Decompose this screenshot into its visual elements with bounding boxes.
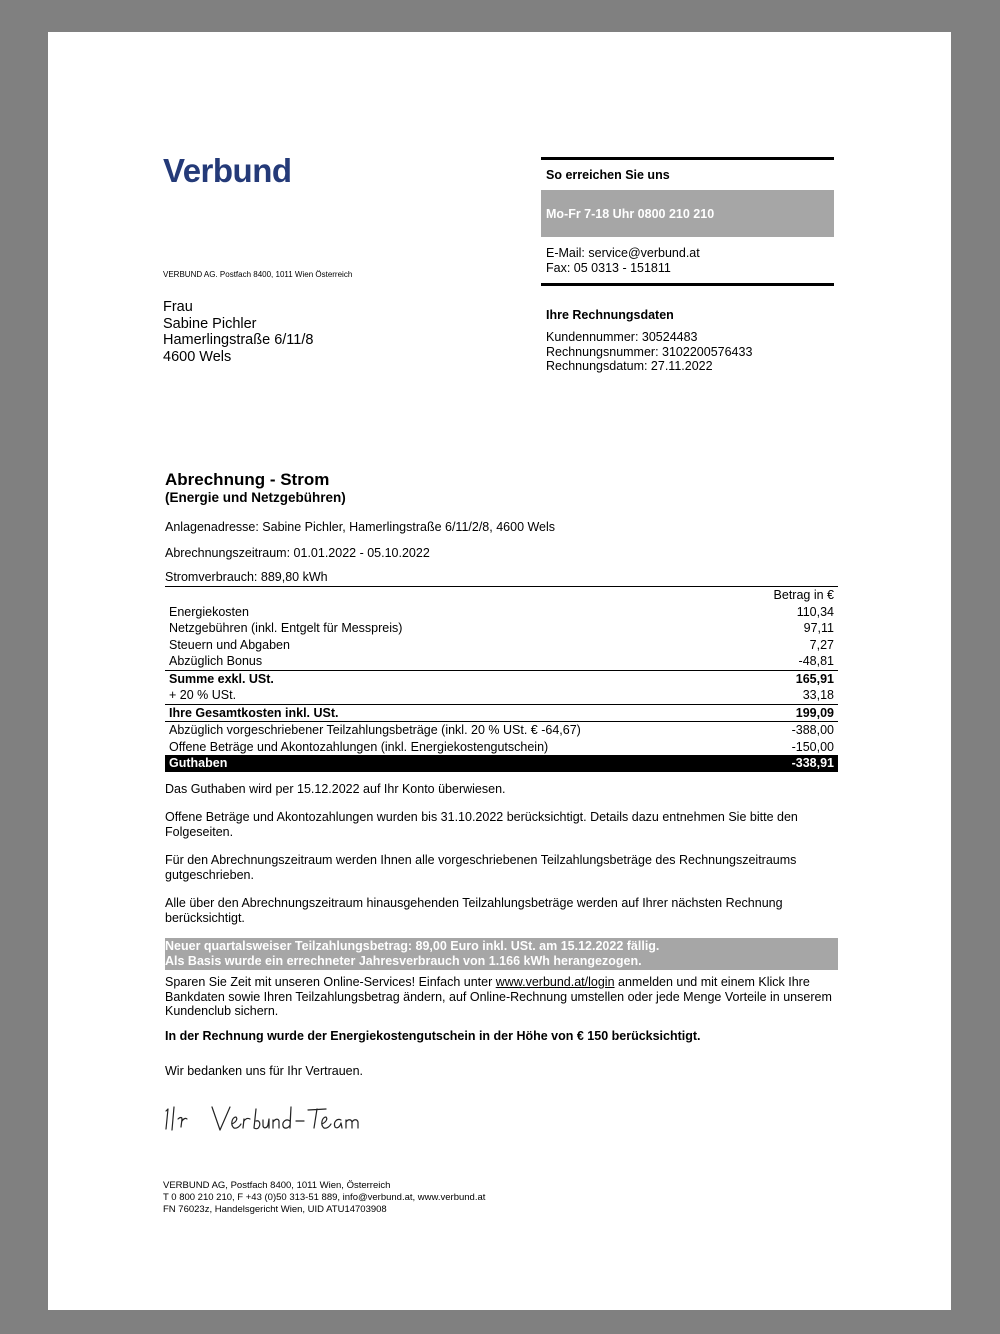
billing-period: Abrechnungszeitraum: 01.01.2022 - 05.10.2022: [165, 546, 430, 560]
recipient-name: Sabine Pichler: [163, 315, 257, 332]
page-title: Abrechnung - Strom: [165, 470, 330, 489]
installment-notice: [165, 938, 838, 970]
sender-line: VERBUND AG. Postfach 8400, 1011 Wien Österreich: [163, 270, 353, 279]
contact-fax: Fax: 05 0313 - 151811: [546, 261, 671, 275]
row-value: 165,91: [744, 670, 838, 687]
row-value: -338,91: [744, 755, 838, 772]
row-value: -150,00: [791, 739, 834, 754]
recipient-address: [163, 299, 313, 365]
notice-line: Als Basis wurde ein errechneter Jahresverbrauch von 1.166 kWh herangezogen.: [165, 954, 642, 968]
footer-line: FN 76023z, Handelsgericht Wien, UID ATU14703908: [163, 1204, 387, 1215]
table-row: [165, 604, 838, 621]
row-value: -388,00: [744, 722, 838, 739]
signature-image: [160, 1097, 370, 1139]
table-row: [165, 722, 838, 739]
online-services-paragraph: Sparen Sie Zeit mit unseren Online-Services! Einfach unter www.verbund.at/login anmelden und mit einem Klick Ihre Bankdaten sowie Ihren Teilzahlungsbetrag ändern, auf Online-Rechnung umstellen oder jede Menge Vorteile in unserem Kundenclub sichern.: [165, 975, 832, 1018]
recipient-street: Hamerlingstraße 6/11/8: [163, 332, 314, 348]
recipient-city: 4600 Wels: [163, 348, 232, 365]
subtotal-row: [165, 670, 838, 687]
table-row: [165, 653, 838, 670]
plant-address: Anlagenadresse: Sabine Pichler, Hamerlingstraße 6/11/2/8, 4600 Wels: [165, 520, 556, 534]
contact-hours: Mo-Fr 7-18 Uhr 0800 210 210: [541, 190, 834, 237]
paragraph-next-invoice: Alle über den Abrechnungszeitraum hinausgehenden Teilzahlungsbeträge werden auf Ihrer nächsten Rechnung berücksichtigt.: [165, 896, 783, 925]
table-row: [165, 739, 838, 756]
table-row: [165, 687, 838, 704]
row-label: Guthaben: [165, 755, 744, 772]
row-label: + 20 % USt.: [169, 688, 237, 702]
row-value: 7,27: [809, 637, 834, 652]
contact-details: [546, 246, 700, 276]
paragraph-open-amounts: Offene Beträge und Akontozahlungen wurden bis 31.10.2022 berücksichtigt. Details dazu entnehmen Sie bitte den Folgeseiten.: [165, 810, 798, 839]
row-label: Steuern und Abgaben: [169, 637, 290, 652]
page-subtitle: (Energie und Netzgebühren): [165, 490, 346, 505]
amount-header: Betrag in €: [744, 587, 838, 604]
invoice-data: [546, 330, 752, 374]
invoice-number: Rechnungsnummer: 3102200576433: [546, 344, 753, 359]
voucher-note: In der Rechnung wurde der Energiekostengutschein in der Höhe von € 150 berücksichtigt.: [165, 1029, 701, 1043]
row-label: Netzgebühren (inkl. Entgelt für Messpreis): [169, 621, 403, 635]
verbund-logo: Verbund: [163, 152, 292, 189]
row-value: 199,09: [744, 704, 838, 722]
customer-number: Kundennummer: 30524483: [546, 330, 698, 344]
paragraph-transfer: Das Guthaben wird per 15.12.2022 auf Ihr Konto überwiesen.: [165, 782, 506, 796]
table-header-row: [165, 587, 838, 604]
row-value: -48,81: [798, 654, 834, 668]
row-label: Ihre Gesamtkosten inkl. USt.: [165, 704, 744, 722]
footer-line: T 0 800 210 210, F +43 (0)50 313-51 889, info@verbund.at, www.verbund.at: [163, 1192, 486, 1203]
row-label: Summe exkl. USt.: [165, 670, 744, 687]
row-label: Offene Beträge und Akontozahlungen (inkl. Energiekostengutschein): [169, 739, 549, 754]
invoice-data-title: Ihre Rechnungsdaten: [546, 308, 674, 322]
notice-line: Neuer quartalsweiser Teilzahlungsbetrag: 89,00 Euro inkl. USt. am 15.12.2022 fällig.: [165, 939, 660, 953]
row-value: 97,11: [803, 621, 834, 635]
login-link[interactable]: www.verbund.at/login: [495, 975, 615, 989]
thanks-line: Wir bedanken uns für Ihr Vertrauen.: [165, 1064, 364, 1078]
consumption: Stromverbrauch: 889,80 kWh: [165, 570, 328, 584]
credit-row: [165, 755, 838, 772]
row-label: Energiekosten: [169, 604, 249, 619]
contact-title: So erreichen Sie uns: [546, 168, 670, 182]
contact-email: E-Mail: service@verbund.at: [546, 246, 700, 260]
footer: [163, 1180, 485, 1216]
paragraph-credited: Für den Abrechnungszeitraum werden Ihnen alle vorgeschriebenen Teilzahlungsbeträge des Rechnungszeitraums gutgeschrieben.: [165, 853, 797, 882]
invoice-page: [48, 32, 951, 1310]
invoice-date: Rechnungsdatum: 27.11.2022: [546, 359, 713, 373]
footer-line: VERBUND AG, Postfach 8400, 1011 Wien, Österreich: [163, 1180, 391, 1191]
table-row: [165, 620, 838, 637]
recipient-salutation: Frau: [163, 299, 193, 315]
row-value: 110,34: [796, 604, 834, 619]
table-row: [165, 637, 838, 654]
total-row: [165, 704, 838, 722]
billing-table: [165, 586, 838, 772]
row-value: 33,18: [802, 688, 834, 702]
row-label: Abzüglich vorgeschriebener Teilzahlungsbeträge (inkl. 20 % USt. € -64,67): [165, 722, 744, 739]
contact-bottom-rule: [541, 283, 834, 286]
contact-top-rule: [541, 157, 834, 160]
row-label: Abzüglich Bonus: [169, 654, 263, 668]
